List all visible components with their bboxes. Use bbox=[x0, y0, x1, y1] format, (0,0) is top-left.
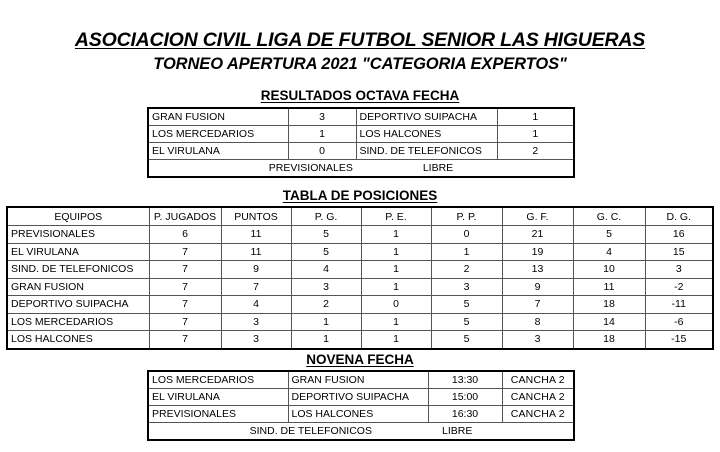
fixture-field: CANCHA 2 bbox=[502, 406, 574, 423]
results-section-title bbox=[0, 88, 720, 103]
table-row bbox=[148, 371, 574, 389]
standings-dg: 16 bbox=[645, 226, 713, 244]
standings-col-puntos: PUNTOS bbox=[221, 207, 291, 226]
standings-pg: 3 bbox=[291, 278, 361, 296]
standings-section-title-text: TABLA DE POSICIONES bbox=[282, 188, 438, 203]
standings-col-pg: P. G. bbox=[291, 207, 361, 226]
standings-team: PREVISIONALES bbox=[7, 226, 149, 244]
standings-gf: 8 bbox=[502, 313, 573, 331]
standings-col-pe: P. E. bbox=[361, 207, 431, 226]
standings-pts: 11 bbox=[221, 226, 291, 244]
standings-gc: 5 bbox=[573, 226, 645, 244]
fixture-away-team: LOS HALCONES bbox=[288, 406, 428, 423]
results-table bbox=[147, 107, 575, 178]
league-title-text: ASOCIACION CIVIL LIGA DE FUTBOL SENIOR LAS HIGUERAS bbox=[74, 29, 646, 51]
standings-gc: 18 bbox=[573, 296, 645, 314]
table-row bbox=[7, 261, 713, 279]
table-row bbox=[7, 226, 713, 244]
fixture-time: 15:00 bbox=[428, 389, 502, 406]
standings-col-pjugados: P. JUGADOS bbox=[149, 207, 221, 226]
result-away-score: 1 bbox=[497, 108, 574, 126]
standings-dg: 15 bbox=[645, 243, 713, 261]
standings-pp: 1 bbox=[431, 243, 502, 261]
standings-gf: 13 bbox=[502, 261, 573, 279]
standings-team: LOS MERCEDARIOS bbox=[7, 313, 149, 331]
standings-pg: 5 bbox=[291, 226, 361, 244]
fixture-bye-label: LIBRE bbox=[441, 425, 473, 437]
standings-pj: 7 bbox=[149, 313, 221, 331]
standings-pj: 7 bbox=[149, 296, 221, 314]
standings-header-row bbox=[7, 207, 713, 226]
fixture-home-team: PREVISIONALES bbox=[148, 406, 288, 423]
standings-col-gc: G. C. bbox=[573, 207, 645, 226]
standings-pg: 1 bbox=[291, 313, 361, 331]
fixture-time: 16:30 bbox=[428, 406, 502, 423]
standings-team: DEPORTIVO SUIPACHA bbox=[7, 296, 149, 314]
standings-col-dg: D. G. bbox=[645, 207, 713, 226]
result-away-team: SIND. DE TELEFONICOS bbox=[356, 143, 497, 160]
results-bye-cell bbox=[148, 160, 574, 178]
standings-team: EL VIRULANA bbox=[7, 243, 149, 261]
standings-team: LOS HALCONES bbox=[7, 331, 149, 349]
standings-gf: 9 bbox=[502, 278, 573, 296]
result-home-score: 0 bbox=[288, 143, 356, 160]
fixture-bye-team: SIND. DE TELEFONICOS bbox=[249, 425, 372, 437]
standings-pts: 3 bbox=[221, 331, 291, 349]
fixture-away-team: DEPORTIVO SUIPACHA bbox=[288, 389, 428, 406]
result-home-team: EL VIRULANA bbox=[148, 143, 288, 160]
result-home-team: LOS MERCEDARIOS bbox=[148, 126, 288, 143]
result-home-score: 3 bbox=[288, 108, 356, 126]
standings-pts: 9 bbox=[221, 261, 291, 279]
standings-pts: 11 bbox=[221, 243, 291, 261]
standings-pj: 7 bbox=[149, 261, 221, 279]
standings-pj: 6 bbox=[149, 226, 221, 244]
league-title bbox=[0, 30, 720, 51]
fixture-section-title bbox=[0, 352, 720, 367]
fixture-time: 13:30 bbox=[428, 371, 502, 389]
standings-section-title bbox=[0, 188, 720, 203]
results-section-title-text: RESULTADOS OCTAVA FECHA bbox=[260, 88, 460, 103]
standings-pe: 1 bbox=[361, 243, 431, 261]
standings-pe: 1 bbox=[361, 261, 431, 279]
fixture-field: CANCHA 2 bbox=[502, 371, 574, 389]
result-home-team: GRAN FUSION bbox=[148, 108, 288, 126]
result-away-score: 1 bbox=[497, 126, 574, 143]
fixture-home-team: LOS MERCEDARIOS bbox=[148, 371, 288, 389]
fixture-away-team: GRAN FUSION bbox=[288, 371, 428, 389]
standings-pg: 1 bbox=[291, 331, 361, 349]
standings-dg: -6 bbox=[645, 313, 713, 331]
standings-team: GRAN FUSION bbox=[7, 278, 149, 296]
table-row bbox=[7, 296, 713, 314]
result-away-team: DEPORTIVO SUIPACHA bbox=[356, 108, 497, 126]
table-row-bye bbox=[148, 423, 574, 441]
table-row bbox=[7, 313, 713, 331]
standings-pg: 5 bbox=[291, 243, 361, 261]
standings-dg: 3 bbox=[645, 261, 713, 279]
standings-pg: 2 bbox=[291, 296, 361, 314]
standings-gf: 19 bbox=[502, 243, 573, 261]
standings-col-gf: G. F. bbox=[502, 207, 573, 226]
table-row-bye bbox=[148, 160, 574, 178]
standings-pts: 3 bbox=[221, 313, 291, 331]
tournament-title: TORNEO APERTURA 2021 "CATEGORIA EXPERTOS" bbox=[153, 55, 567, 73]
standings-pp: 3 bbox=[431, 278, 502, 296]
fixture-section-title-text: NOVENA FECHA bbox=[306, 352, 414, 367]
table-row bbox=[148, 126, 574, 143]
fixture-table bbox=[147, 370, 575, 441]
table-row bbox=[7, 278, 713, 296]
standings-pj: 7 bbox=[149, 331, 221, 349]
table-row bbox=[7, 331, 713, 349]
result-away-score: 2 bbox=[497, 143, 574, 160]
standings-pe: 0 bbox=[361, 296, 431, 314]
standings-gf: 21 bbox=[502, 226, 573, 244]
standings-pp: 0 bbox=[431, 226, 502, 244]
standings-dg: -11 bbox=[645, 296, 713, 314]
standings-pp: 5 bbox=[431, 331, 502, 349]
standings-pe: 1 bbox=[361, 226, 431, 244]
fixture-home-team: EL VIRULANA bbox=[148, 389, 288, 406]
standings-pp: 5 bbox=[431, 296, 502, 314]
standings-pts: 7 bbox=[221, 278, 291, 296]
standings-pe: 1 bbox=[361, 278, 431, 296]
table-row bbox=[7, 243, 713, 261]
result-home-score: 1 bbox=[288, 126, 356, 143]
standings-pe: 1 bbox=[361, 331, 431, 349]
results-bye-label: LIBRE bbox=[422, 162, 454, 174]
standings-team: SIND. DE TELEFONICOS bbox=[7, 261, 149, 279]
table-row bbox=[148, 108, 574, 126]
standings-table bbox=[6, 206, 714, 350]
standings-pj: 7 bbox=[149, 278, 221, 296]
standings-pg: 4 bbox=[291, 261, 361, 279]
standings-gc: 18 bbox=[573, 331, 645, 349]
standings-dg: -2 bbox=[645, 278, 713, 296]
standings-pp: 5 bbox=[431, 313, 502, 331]
standings-gf: 7 bbox=[502, 296, 573, 314]
standings-gc: 14 bbox=[573, 313, 645, 331]
table-row bbox=[148, 406, 574, 423]
standings-gf: 3 bbox=[502, 331, 573, 349]
standings-col-pp: P. P. bbox=[431, 207, 502, 226]
standings-pe: 1 bbox=[361, 313, 431, 331]
table-row bbox=[148, 389, 574, 406]
standings-pp: 2 bbox=[431, 261, 502, 279]
standings-pts: 4 bbox=[221, 296, 291, 314]
standings-pj: 7 bbox=[149, 243, 221, 261]
fixture-field: CANCHA 2 bbox=[502, 389, 574, 406]
results-bye-team: PREVISIONALES bbox=[268, 162, 353, 174]
standings-gc: 11 bbox=[573, 278, 645, 296]
standings-gc: 10 bbox=[573, 261, 645, 279]
standings-dg: -15 bbox=[645, 331, 713, 349]
standings-col-equipos: EQUIPOS bbox=[7, 207, 149, 226]
standings-gc: 4 bbox=[573, 243, 645, 261]
table-row bbox=[148, 143, 574, 160]
result-away-team: LOS HALCONES bbox=[356, 126, 497, 143]
fixture-bye-cell bbox=[148, 423, 574, 441]
